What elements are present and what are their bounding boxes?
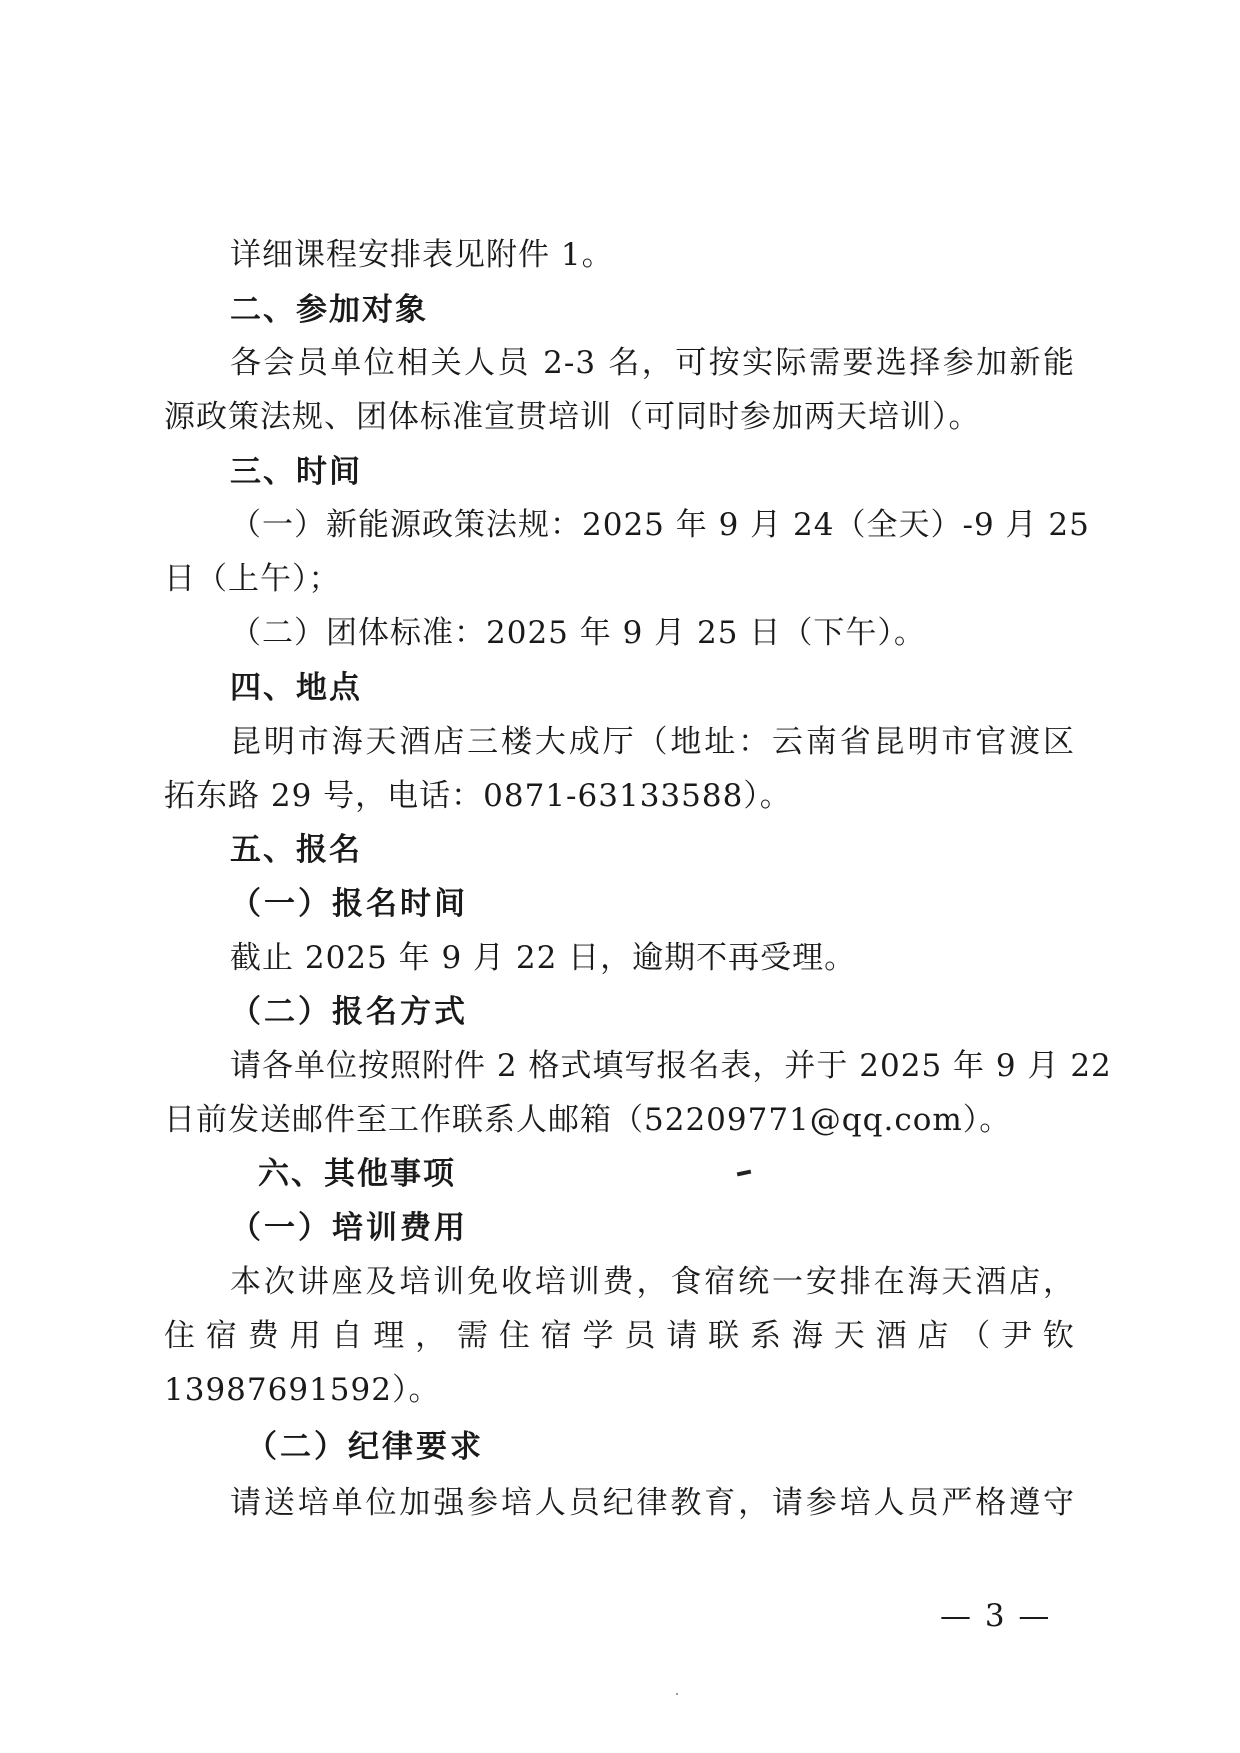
body-line: 源政策法规、团体标准宣贯培训（可同时参加两天培训）。	[164, 399, 981, 435]
body-line: 各会员单位相关人员 2-3 名，可按实际需要选择参加新能	[230, 345, 1075, 381]
body-line: 请各单位按照附件 2 格式填写报名表，并于 2025 年 9 月 22	[230, 1048, 1112, 1084]
section-heading-time: 三、时间	[230, 454, 362, 490]
body-line: 13987691592）。	[164, 1372, 441, 1408]
subheading-registration-time: （一）报名时间	[230, 886, 468, 922]
body-line: （一）新能源政策法规：2025 年 9 月 24（全天）-9 月 25	[230, 507, 1090, 543]
body-line: 拓东路 29 号，电话：0871-63133588）。	[164, 778, 792, 814]
body-line: 详细课程安排表见附件 1。	[230, 237, 614, 273]
subheading-registration-method: （二）报名方式	[230, 994, 468, 1030]
body-line: 截止 2025 年 9 月 22 日，逾期不再受理。	[230, 940, 857, 976]
body-line: 请送培单位加强参培人员纪律教育，请参培人员严格遵守	[230, 1485, 1075, 1521]
body-line: 日（上午）；	[164, 561, 341, 597]
body-line: 昆明市海天酒店三楼大成厅（地址：云南省昆明市官渡区	[230, 724, 1075, 760]
section-heading-participants: 二、参加对象	[230, 292, 428, 328]
section-heading-location: 四、地点	[230, 670, 362, 706]
body-line: 本次讲座及培训免收培训费，食宿统一安排在海天酒店，	[230, 1264, 1075, 1300]
stray-mark	[737, 1170, 752, 1177]
section-heading-other-matters: 六、其他事项	[258, 1156, 456, 1192]
scan-speck	[676, 1693, 678, 1695]
body-line: 日前发送邮件至工作联系人邮箱（52209771@qq.com）。	[164, 1102, 1012, 1138]
subheading-discipline: （二）纪律要求	[246, 1429, 484, 1465]
body-line: 住宿费用自理，需住宿学员请联系海天酒店（尹钦	[164, 1318, 1075, 1354]
subheading-training-fee: （一）培训费用	[230, 1210, 468, 1246]
body-line: （二）团体标准：2025 年 9 月 25 日（下午）。	[230, 615, 926, 651]
section-heading-registration: 五、报名	[230, 832, 362, 868]
page-number: — 3 —	[940, 1598, 1052, 1634]
